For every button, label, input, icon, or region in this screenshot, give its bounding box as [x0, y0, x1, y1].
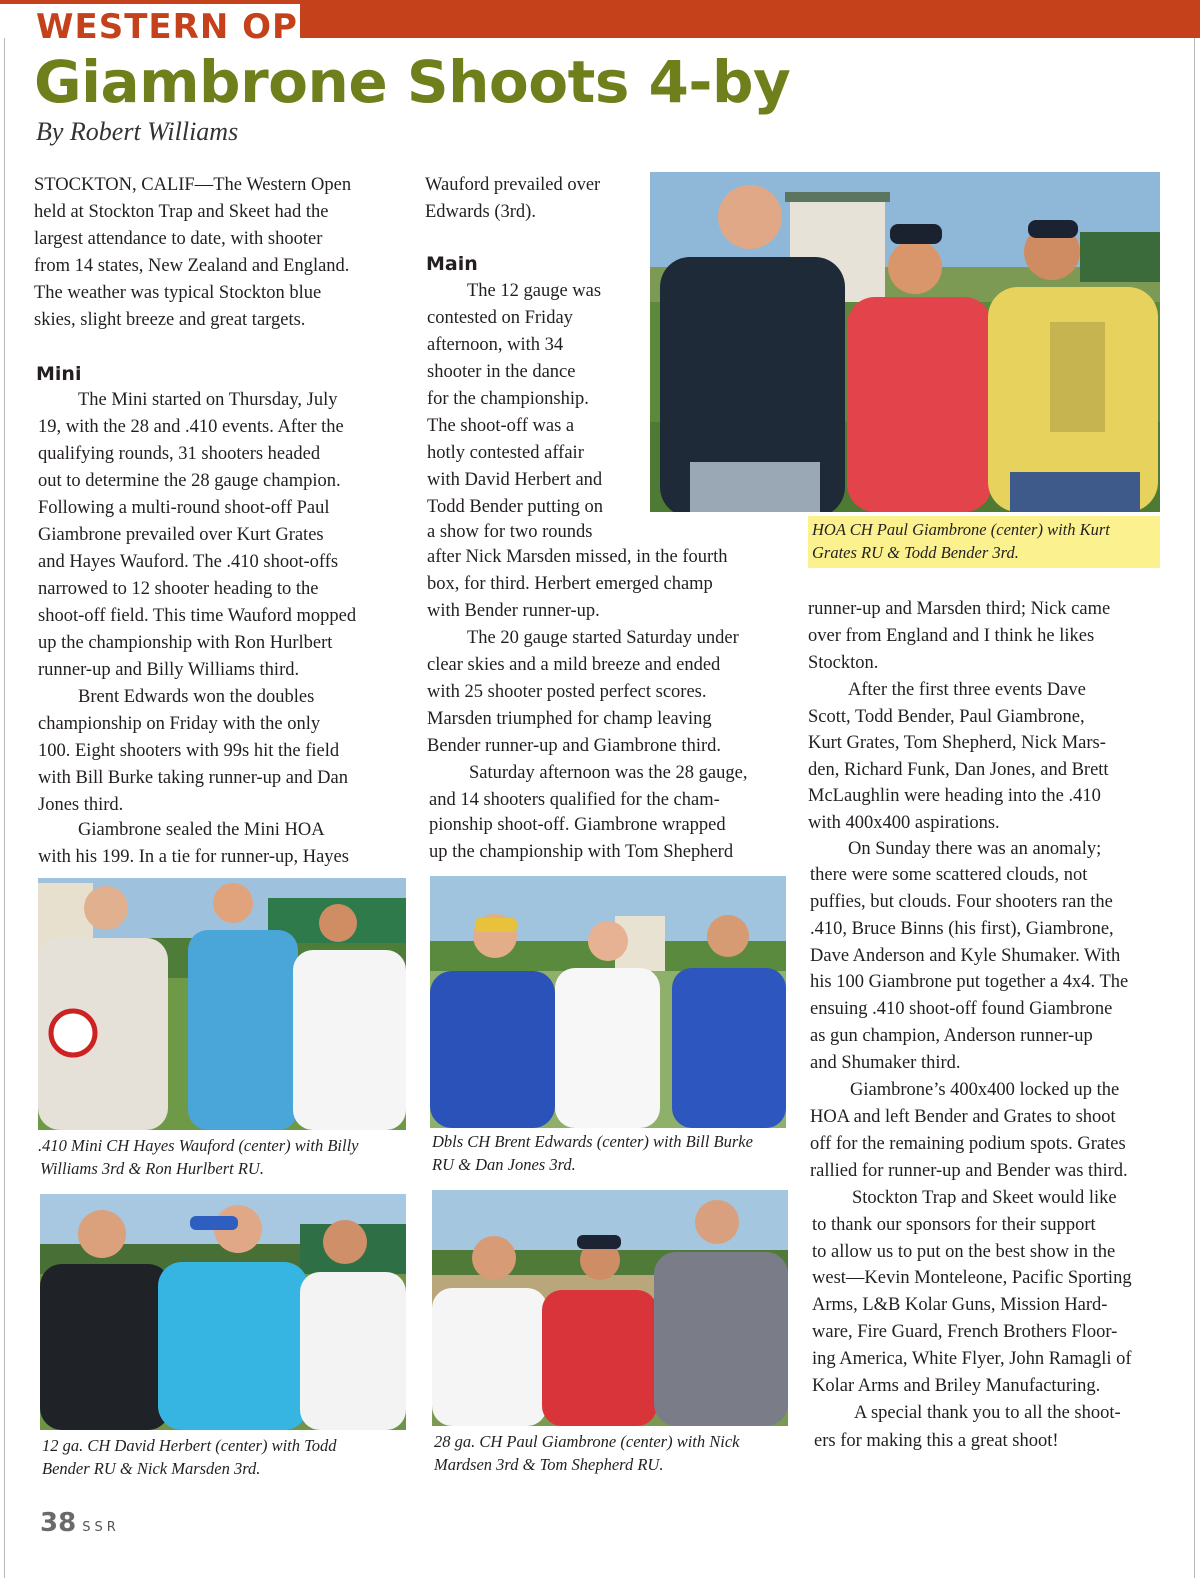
- body-line: hotly contested affair: [427, 443, 584, 463]
- body-line: Dave Anderson and Kyle Shumaker. With: [810, 946, 1121, 966]
- caption-doubles-line: Dbls CH Brent Edwards (center) with Bill Burke: [432, 1132, 753, 1151]
- body-line: puffies, but clouds. Four shooters ran the: [810, 892, 1113, 912]
- body-line: with his 199. In a tie for runner-up, Hayes: [38, 847, 349, 867]
- body-line: with 25 shooter posted perfect scores.: [427, 682, 707, 702]
- body-line: The Mini started on Thursday, July: [78, 390, 338, 410]
- body-line: Bender runner-up and Giambrone third.: [427, 736, 721, 756]
- photo-doubles: [430, 876, 786, 1128]
- page-folio: [40, 1508, 120, 1538]
- body-line: ware, Fire Guard, French Brothers Floor-: [812, 1322, 1118, 1342]
- body-line: A special thank you to all the shoot-: [854, 1403, 1121, 1423]
- body-line: Todd Bender putting on: [427, 497, 603, 517]
- body-line: and Hayes Wauford. The .410 shoot-offs: [38, 552, 339, 572]
- page-number: 38: [40, 1508, 77, 1538]
- body-line: McLaughlin were heading into the .410: [808, 786, 1101, 806]
- body-line: Kolar Arms and Briley Manufacturing.: [812, 1376, 1101, 1396]
- body-line: runner-up and Marsden third; Nick came: [808, 599, 1111, 619]
- body-line: and Shumaker third.: [810, 1053, 961, 1073]
- body-line: Scott, Todd Bender, Paul Giambrone,: [808, 707, 1085, 727]
- caption-12-gauge-line: 12 ga. CH David Herbert (center) with Todd: [42, 1436, 337, 1455]
- body-line: Wauford prevailed over: [425, 175, 601, 195]
- body-line: afternoon, with 34: [427, 335, 564, 355]
- body-line: with David Herbert and: [427, 470, 603, 490]
- body-line: as gun champion, Anderson runner-up: [810, 1026, 1093, 1046]
- body-line: to allow us to put on the best show in the: [812, 1242, 1116, 1262]
- body-line: his 100 Giambrone put together a 4x4. The: [810, 972, 1129, 992]
- body-line: ensuing .410 shoot-off found Giambrone: [810, 999, 1113, 1019]
- body-line: Giambrone’s 400x400 locked up the: [850, 1080, 1120, 1100]
- subhead-mini: Mini: [36, 363, 82, 385]
- body-line: ers for making this a great shoot!: [814, 1431, 1059, 1451]
- body-line: Jones third.: [38, 795, 124, 815]
- article-headline: Giambrone Shoots 4-by: [34, 48, 791, 116]
- body-line: contested on Friday: [427, 308, 573, 328]
- body-line: championship on Friday with the only: [38, 714, 321, 734]
- body-line: After the first three events Dave: [848, 680, 1086, 700]
- body-line: Saturday afternoon was the 28 gauge,: [469, 763, 748, 783]
- body-line: Arms, L&B Kolar Guns, Mission Hard-: [812, 1295, 1108, 1315]
- body-line: On Sunday there was an anomaly;: [848, 839, 1102, 859]
- body-line: The weather was typical Stockton blue: [34, 283, 322, 303]
- body-line: Marsden triumphed for champ leaving: [427, 709, 712, 729]
- subhead-main: Main: [426, 253, 478, 275]
- body-line: skies, slight breeze and great targets.: [34, 310, 306, 330]
- caption-28-gauge-line: Mardsen 3rd & Tom Shepherd RU.: [434, 1455, 664, 1474]
- body-line: from 14 states, New Zealand and England.: [34, 256, 350, 276]
- publication-name: SSR: [82, 1520, 120, 1535]
- body-line: after Nick Marsden missed, in the fourth: [427, 547, 728, 567]
- body-line: Giambrone sealed the Mini HOA: [78, 820, 325, 840]
- body-line: with Bill Burke taking runner-up and Dan: [38, 768, 348, 788]
- body-line: with 400x400 aspirations.: [808, 813, 1000, 833]
- body-line: qualifying rounds, 31 shooters headed: [38, 444, 321, 464]
- body-line: Brent Edwards won the doubles: [78, 687, 315, 707]
- body-line: box, for third. Herbert emerged champ: [427, 574, 713, 594]
- body-line: Edwards (3rd).: [425, 202, 536, 222]
- body-line: rallied for runner-up and Bender was third.: [810, 1161, 1128, 1181]
- body-line: den, Richard Funk, Dan Jones, and Brett: [808, 760, 1109, 780]
- body-line: STOCKTON, CALIF—The Western Open: [34, 175, 352, 195]
- article-byline: By Robert Williams: [36, 117, 239, 146]
- caption-12-gauge-line: Bender RU & Nick Marsden 3rd.: [42, 1459, 261, 1478]
- body-line: up the championship with Tom Shepherd: [429, 842, 734, 862]
- body-line: Stockton.: [808, 653, 879, 673]
- body-line: largest attendance to date, with shooter: [34, 229, 323, 249]
- photo-hoa-champions: [650, 172, 1160, 512]
- body-line: Kurt Grates, Tom Shepherd, Nick Mars-: [808, 733, 1106, 753]
- body-line: narrowed to 12 shooter heading to the: [38, 579, 319, 599]
- body-line: Following a multi-round shoot-off Paul: [38, 498, 330, 518]
- section-label: WESTERN OPEN: [36, 7, 352, 47]
- body-line: a show for two rounds: [427, 522, 593, 542]
- body-line: runner-up and Billy Williams third.: [38, 660, 300, 680]
- caption-410-mini-line: Williams 3rd & Ron Hurlbert RU.: [40, 1159, 264, 1178]
- body-line: off for the remaining podium spots. Grates: [810, 1134, 1126, 1154]
- body-line: The 20 gauge started Saturday under: [467, 628, 739, 648]
- body-line: out to determine the 28 gauge champion.: [38, 471, 341, 491]
- photo-410-mini: [38, 878, 406, 1130]
- photo-28-gauge: [432, 1190, 788, 1426]
- body-line: shoot-off field. This time Wauford mopped: [38, 606, 357, 626]
- body-line: ing America, White Flyer, John Ramagli of: [812, 1349, 1132, 1369]
- body-line: west—Kevin Monteleone, Pacific Sporting: [812, 1268, 1132, 1288]
- body-line: and 14 shooters qualified for the cham-: [429, 790, 720, 810]
- body-line: HOA and left Bender and Grates to shoot: [810, 1107, 1116, 1127]
- body-line: Stockton Trap and Skeet would like: [852, 1188, 1117, 1208]
- body-line: 19, with the 28 and .410 events. After the: [38, 417, 344, 437]
- body-line: held at Stockton Trap and Skeet had the: [34, 202, 329, 222]
- caption-hoa-line: Grates RU & Todd Bender 3rd.: [812, 543, 1019, 562]
- caption-28-gauge-line: 28 ga. CH Paul Giambrone (center) with Nick: [434, 1432, 740, 1451]
- body-line: there were some scattered clouds, not: [810, 865, 1088, 885]
- body-line: clear skies and a mild breeze and ended: [427, 655, 721, 675]
- body-line: 100. Eight shooters with 99s hit the field: [38, 741, 340, 761]
- body-line: over from England and I think he likes: [808, 626, 1095, 646]
- body-line: with Bender runner-up.: [427, 601, 600, 621]
- body-line: The 12 gauge was: [467, 281, 602, 301]
- body-line: shooter in the dance: [427, 362, 576, 382]
- photo-12-gauge: [40, 1194, 406, 1430]
- caption-410-mini-line: .410 Mini CH Hayes Wauford (center) with Billy: [38, 1136, 359, 1155]
- page-edge-left: [4, 38, 5, 1578]
- body-line: .410, Bruce Binns (his first), Giambrone,: [810, 919, 1114, 939]
- caption-doubles-line: RU & Dan Jones 3rd.: [432, 1155, 576, 1174]
- body-line: for the championship.: [427, 389, 589, 409]
- body-line: to thank our sponsors for their support: [812, 1215, 1096, 1235]
- body-line: up the championship with Ron Hurlbert: [38, 633, 333, 653]
- body-line: The shoot-off was a: [427, 416, 575, 436]
- caption-hoa-line: HOA CH Paul Giambrone (center) with Kurt: [812, 520, 1110, 539]
- page-edge-right: [1194, 38, 1195, 1578]
- body-line: Giambrone prevailed over Kurt Grates: [38, 525, 324, 545]
- body-line: pionship shoot-off. Giambrone wrapped: [429, 815, 726, 835]
